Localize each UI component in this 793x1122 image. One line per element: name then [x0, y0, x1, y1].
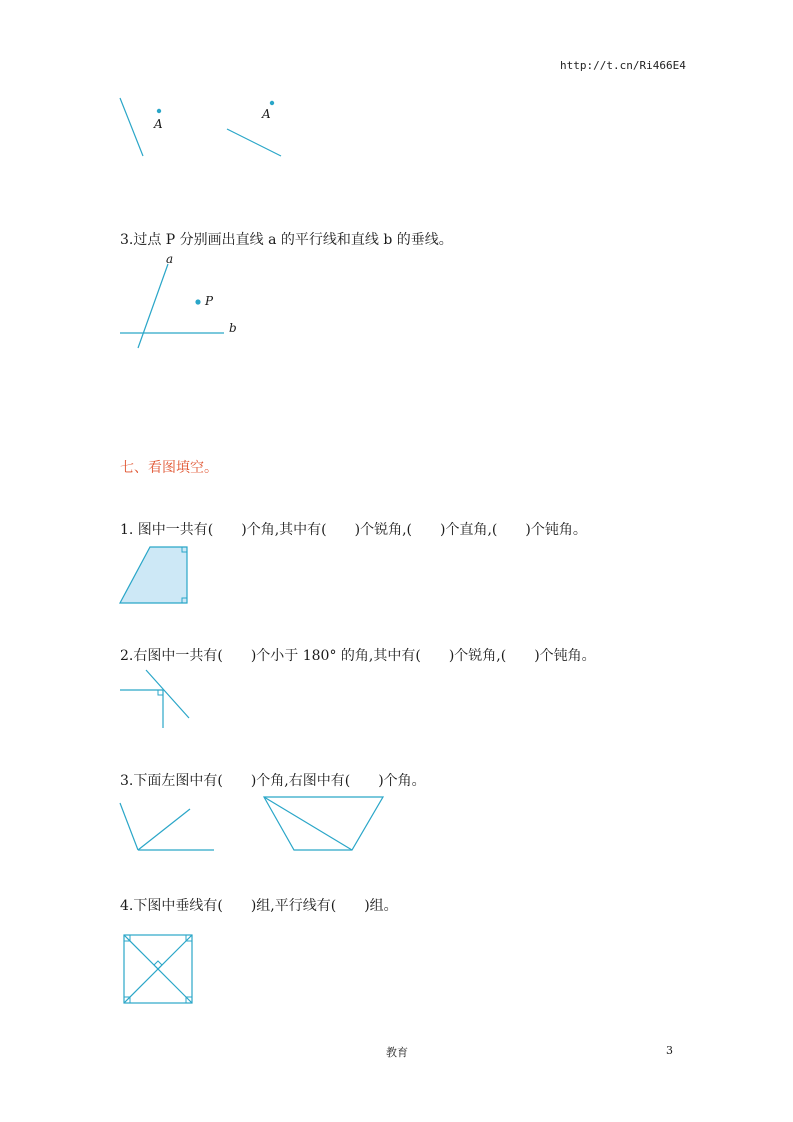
- page-number: 3: [666, 1044, 673, 1057]
- question-2: 2.右图中一共有( )个小于 180° 的角,其中有( )个锐角,( )个钝角。: [120, 648, 596, 664]
- footer-center-text: 教育: [386, 1046, 408, 1059]
- section-title: 七、看图填空。: [120, 460, 218, 476]
- question-draw-parallel-perpendicular: 3.过点 P 分别画出直线 a 的平行线和直线 b 的垂线。: [120, 232, 453, 248]
- point-label-a-left: A: [154, 117, 163, 131]
- question-4: 4.下图中垂线有( )组,平行线有( )组。: [120, 898, 398, 914]
- point-label-a-right: A: [262, 107, 271, 121]
- point-label-p: P: [205, 294, 214, 308]
- line-label-b: b: [229, 321, 237, 335]
- line-label-a: a: [166, 252, 174, 266]
- question-1: 1. 图中一共有( )个角,其中有( )个锐角,( )个直角,( )个钝角。: [120, 522, 587, 538]
- question-3: 3.下面左图中有( )个角,右图中有( )个角。: [120, 773, 426, 789]
- header-url: http://t.cn/Ri466E4: [560, 59, 686, 72]
